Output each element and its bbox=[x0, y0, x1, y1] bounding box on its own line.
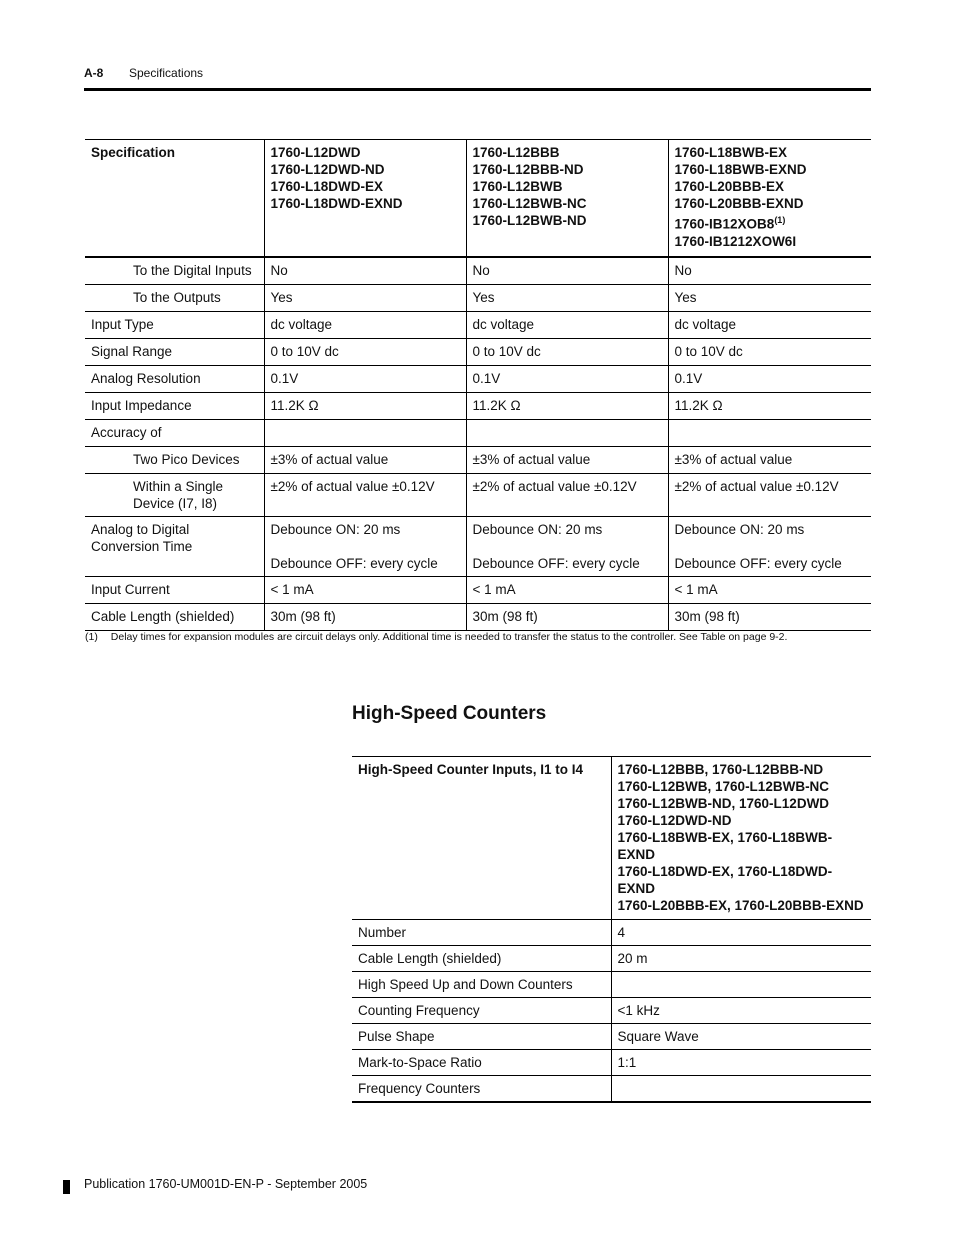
table-cell: 30m (98 ft) bbox=[668, 604, 871, 631]
table-cell: No bbox=[264, 257, 466, 285]
table-row bbox=[352, 1024, 871, 1050]
row-value: 1:1 bbox=[611, 1050, 871, 1076]
row-value: 4 bbox=[611, 920, 871, 946]
footer-marker bbox=[63, 1180, 70, 1194]
spec-header-col2 bbox=[466, 140, 668, 258]
table-cell: 11.2K Ω bbox=[264, 393, 466, 420]
cell-line: Debounce ON: 20 ms bbox=[472, 522, 603, 537]
table-cell bbox=[668, 420, 871, 447]
row-label: Cable Length (shielded) bbox=[85, 604, 264, 631]
model: 1760-L20BBB-EX bbox=[674, 179, 785, 194]
table-row bbox=[85, 312, 871, 339]
table-cell: 0.1V bbox=[264, 366, 466, 393]
row-value: Square Wave bbox=[611, 1024, 871, 1050]
spec-header-col1 bbox=[264, 140, 466, 258]
table-cell bbox=[466, 517, 668, 577]
table-row bbox=[85, 577, 871, 604]
row-label: Analog Resolution bbox=[85, 366, 264, 393]
table-cell: 30m (98 ft) bbox=[466, 604, 668, 631]
table-cell: ±3% of actual value bbox=[264, 447, 466, 474]
table-cell: 30m (98 ft) bbox=[264, 604, 466, 631]
model: 1760-L18BWB-EX bbox=[674, 145, 788, 160]
model: 1760-L12DWD bbox=[270, 145, 361, 160]
row-label: Input Type bbox=[85, 312, 264, 339]
model: 1760-L12BWB, 1760-L12BWB-NC bbox=[617, 779, 830, 794]
table-row bbox=[352, 1076, 871, 1103]
row-label: High Speed Up and Down Counters bbox=[352, 972, 611, 998]
model: 1760-L12BWB-ND, 1760-L12DWD bbox=[617, 796, 830, 811]
model-text: 1760-IB12XOB8 bbox=[674, 216, 775, 232]
table-cell bbox=[668, 517, 871, 577]
model: 1760-L18BWB-EXND bbox=[674, 162, 807, 177]
model: 1760-L12BWB bbox=[472, 179, 563, 194]
model: 1760-L18DWD-EX, 1760-L18DWD-EXND bbox=[617, 864, 833, 896]
row-label: Two Pico Devices bbox=[85, 447, 264, 474]
page-number: A-8 bbox=[84, 66, 104, 80]
table-cell: Yes bbox=[668, 285, 871, 312]
table-row bbox=[85, 285, 871, 312]
row-value bbox=[611, 1076, 871, 1103]
model: 1760-L20BBB-EXND bbox=[674, 196, 804, 211]
footnote-number: (1) bbox=[85, 631, 98, 643]
row-label: Input Current bbox=[85, 577, 264, 604]
table-cell: ±3% of actual value bbox=[668, 447, 871, 474]
footnote-text: Delay times for expansion modules are circuit delays only. Additional time is needed to transfer the status to the controller. See Table on page 9-2. bbox=[110, 631, 788, 643]
footnote bbox=[85, 631, 787, 643]
model bbox=[675, 212, 866, 233]
specifications-table bbox=[85, 139, 871, 631]
table-cell: Yes bbox=[264, 285, 466, 312]
row-label: Counting Frequency bbox=[352, 998, 611, 1024]
row-label: To the Digital Inputs bbox=[85, 257, 264, 285]
row-label: To the Outputs bbox=[85, 285, 264, 312]
model: 1760-L12DWD-ND bbox=[617, 813, 732, 828]
hsc-header-models bbox=[611, 757, 871, 920]
model: 1760-L12BBB-ND bbox=[472, 162, 584, 177]
table-cell: Yes bbox=[466, 285, 668, 312]
table-row bbox=[85, 339, 871, 366]
table-cell: ±2% of actual value ±0.12V bbox=[668, 474, 871, 517]
row-label: Mark-to-Space Ratio bbox=[352, 1050, 611, 1076]
table-cell: 0 to 10V dc bbox=[264, 339, 466, 366]
model: 1760-L12BBB, 1760-L12BBB-ND bbox=[617, 762, 824, 777]
table-cell: 0.1V bbox=[466, 366, 668, 393]
row-value: <1 kHz bbox=[611, 998, 871, 1024]
table-row bbox=[352, 1050, 871, 1076]
row-label: Cable Length (shielded) bbox=[352, 946, 611, 972]
table-cell: < 1 mA bbox=[264, 577, 466, 604]
table-cell: 0.1V bbox=[668, 366, 871, 393]
page-header bbox=[84, 66, 204, 80]
table-row bbox=[85, 257, 871, 285]
table-cell: ±2% of actual value ±0.12V bbox=[466, 474, 668, 517]
footnote-ref: (1) bbox=[774, 215, 786, 225]
model: 1760-L12BWB-NC bbox=[472, 196, 587, 211]
row-value bbox=[611, 972, 871, 998]
table-cell: ±2% of actual value ±0.12V bbox=[264, 474, 466, 517]
table-cell: < 1 mA bbox=[668, 577, 871, 604]
table-cell: < 1 mA bbox=[466, 577, 668, 604]
spec-header-col3 bbox=[668, 140, 871, 258]
table-cell bbox=[466, 420, 668, 447]
table-cell: No bbox=[466, 257, 668, 285]
table-cell: 0 to 10V dc bbox=[466, 339, 668, 366]
row-value: 20 m bbox=[611, 946, 871, 972]
publication-footer: Publication 1760-UM001D-EN-P - September 2005 bbox=[84, 1177, 368, 1191]
table-row bbox=[85, 517, 871, 577]
hsc-header-label: High-Speed Counter Inputs, I1 to I4 bbox=[352, 757, 611, 920]
model: 1760-L12BBB bbox=[472, 145, 560, 160]
row-label: Within a Single Device (I7, I8) bbox=[85, 474, 264, 517]
spec-header-specification bbox=[85, 140, 264, 258]
table-cell: dc voltage bbox=[264, 312, 466, 339]
table-row bbox=[85, 420, 871, 447]
cell-line: Debounce ON: 20 ms bbox=[674, 522, 805, 537]
table-cell: 11.2K Ω bbox=[668, 393, 871, 420]
table-row bbox=[85, 604, 871, 631]
model: 1760-L20BBB-EX, 1760-L20BBB-EXND bbox=[617, 898, 864, 913]
cell-line: Debounce ON: 20 ms bbox=[270, 522, 401, 537]
table-row bbox=[85, 393, 871, 420]
table-cell bbox=[264, 517, 466, 577]
table-row bbox=[352, 998, 871, 1024]
table-row bbox=[85, 474, 871, 517]
high-speed-counters-table bbox=[352, 756, 871, 1103]
table-cell: 0 to 10V dc bbox=[668, 339, 871, 366]
row-label: Number bbox=[352, 920, 611, 946]
table-row bbox=[85, 366, 871, 393]
model: 1760-L18DWD-EXND bbox=[270, 196, 403, 211]
model: 1760-L12DWD-ND bbox=[270, 162, 385, 177]
table-cell: No bbox=[668, 257, 871, 285]
table-row bbox=[352, 972, 871, 998]
row-label: Frequency Counters bbox=[352, 1076, 611, 1103]
table-cell: dc voltage bbox=[668, 312, 871, 339]
header-label: Specification bbox=[91, 145, 176, 160]
model: 1760-L12BWB-ND bbox=[472, 213, 587, 228]
model: 1760-L18DWD-EX bbox=[270, 179, 384, 194]
row-label: Input Impedance bbox=[85, 393, 264, 420]
spec-header-row bbox=[85, 140, 871, 258]
table-cell bbox=[264, 420, 466, 447]
table-row bbox=[352, 946, 871, 972]
hsc-header-row bbox=[352, 757, 871, 920]
row-label: Signal Range bbox=[85, 339, 264, 366]
model: 1760-L18BWB-EX, 1760-L18BWB-EXND bbox=[617, 830, 833, 862]
header-rule bbox=[84, 88, 871, 91]
row-label: Analog to Digital Conversion Time bbox=[85, 517, 264, 577]
table-row bbox=[85, 447, 871, 474]
table-cell: 11.2K Ω bbox=[466, 393, 668, 420]
row-label: Pulse Shape bbox=[352, 1024, 611, 1050]
model: 1760-IB1212XOW6I bbox=[674, 233, 797, 249]
cell-line: Debounce OFF: every cycle bbox=[674, 556, 842, 571]
cell-line: Debounce OFF: every cycle bbox=[472, 556, 640, 571]
table-cell: ±3% of actual value bbox=[466, 447, 668, 474]
row-label: Accuracy of bbox=[85, 420, 264, 447]
table-cell: dc voltage bbox=[466, 312, 668, 339]
table-row bbox=[352, 920, 871, 946]
cell-line: Debounce OFF: every cycle bbox=[270, 556, 438, 571]
section-heading: High-Speed Counters bbox=[352, 703, 547, 724]
section-title: Specifications bbox=[129, 66, 204, 80]
